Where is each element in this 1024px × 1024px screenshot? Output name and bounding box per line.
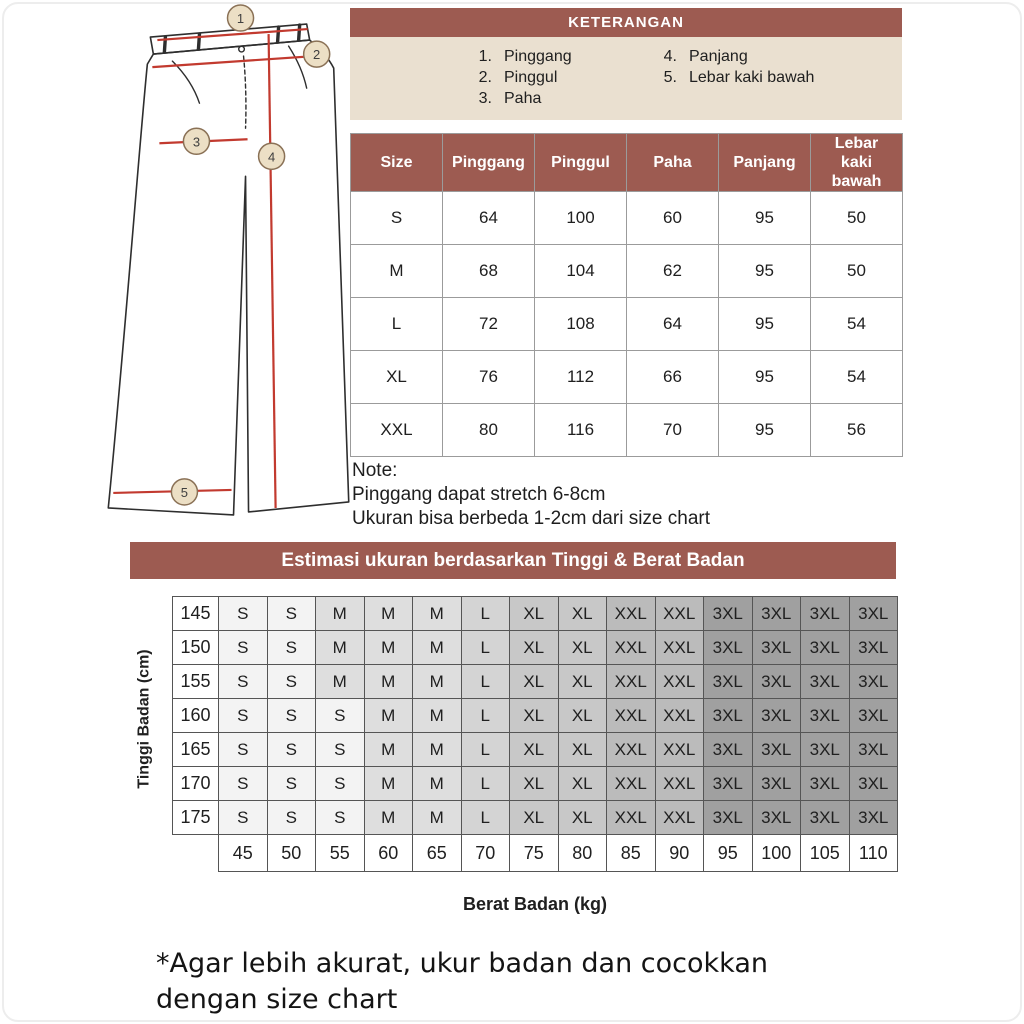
recommended-size-cell: XXL — [655, 767, 704, 801]
matrix-row — [173, 801, 898, 835]
height-label-cell: 170 — [173, 767, 219, 801]
height-label-cell: 165 — [173, 733, 219, 767]
recommended-size-cell: XL — [510, 767, 559, 801]
recommended-size-cell: 3XL — [704, 733, 753, 767]
x-axis-label: Berat Badan (kg) — [462, 894, 608, 914]
size-table-cell: 76 — [443, 351, 535, 404]
recommended-size-cell: XL — [510, 801, 559, 835]
size-table-cell: 112 — [535, 351, 627, 404]
estimation-matrix — [172, 596, 898, 872]
size-table-cell: 95 — [719, 404, 811, 457]
recommended-size-cell: L — [461, 733, 510, 767]
size-table-cell: 108 — [535, 298, 627, 351]
recommended-size-cell: 3XL — [704, 767, 753, 801]
marker-2 — [304, 41, 330, 67]
marker-number: 4 — [267, 149, 276, 165]
recommended-size-cell: 3XL — [801, 597, 850, 631]
marker-number: 2 — [313, 47, 321, 63]
recommended-size-cell: S — [219, 767, 268, 801]
recommended-size-cell: 3XL — [752, 699, 801, 733]
height-label-cell: 160 — [173, 699, 219, 733]
legend-item-label: Pinggang — [504, 48, 572, 65]
recommended-size-cell: S — [267, 631, 316, 665]
pants-outline — [108, 40, 348, 515]
recommended-size-cell: XL — [510, 631, 559, 665]
recommended-size-cell: S — [316, 767, 365, 801]
size-table-cell: L — [351, 298, 443, 351]
size-table-row — [351, 245, 903, 298]
recommended-size-cell: S — [267, 733, 316, 767]
size-table-cell: 68 — [443, 245, 535, 298]
recommended-size-cell: XXL — [655, 665, 704, 699]
size-table-cell: 50 — [811, 245, 903, 298]
weight-label-cell: 55 — [316, 835, 365, 872]
recommended-size-cell: S — [219, 631, 268, 665]
size-table-header-cell: Panjang — [719, 134, 811, 192]
weight-label-cell: 85 — [607, 835, 656, 872]
recommended-size-cell: M — [413, 597, 462, 631]
recommended-size-cell: XL — [510, 699, 559, 733]
size-table-cell: 50 — [811, 192, 903, 245]
size-table-cell: 95 — [719, 351, 811, 404]
note-line: Pinggang dapat stretch 6-8cm — [352, 484, 606, 505]
recommended-size-cell: XXL — [607, 665, 656, 699]
recommended-size-cell: 3XL — [849, 801, 898, 835]
size-table-cell: 56 — [811, 404, 903, 457]
legend-title: KETERANGAN — [350, 8, 902, 37]
footnote-line: *Agar lebih akurat, ukur badan dan cocokkan — [156, 948, 768, 979]
weight-label-cell: 80 — [558, 835, 607, 872]
recommended-size-cell: 3XL — [849, 699, 898, 733]
marker-3 — [183, 128, 209, 154]
size-table-cell: 104 — [535, 245, 627, 298]
height-label-cell: 150 — [173, 631, 219, 665]
recommended-size-cell: M — [413, 801, 462, 835]
recommended-size-cell: M — [413, 631, 462, 665]
legend-item-paha — [470, 89, 655, 108]
recommended-size-cell: 3XL — [849, 767, 898, 801]
recommended-size-cell: XL — [510, 733, 559, 767]
legend-item-number: 5. — [663, 69, 677, 86]
legend-item-label: Panjang — [689, 48, 748, 65]
recommended-size-cell: XXL — [607, 597, 656, 631]
recommended-size-cell: M — [364, 733, 413, 767]
legend-item-number: 1. — [478, 48, 492, 65]
size-table-header-cell: Paha — [627, 134, 719, 192]
recommended-size-cell: XXL — [607, 631, 656, 665]
footnote — [156, 946, 768, 1018]
recommended-size-cell: 3XL — [801, 733, 850, 767]
recommended-size-cell: XXL — [655, 631, 704, 665]
size-table-header-cell: Pinggul — [535, 134, 627, 192]
matrix-row — [173, 631, 898, 665]
size-table-cell: 95 — [719, 298, 811, 351]
recommended-size-cell: L — [461, 801, 510, 835]
height-label-cell: 155 — [173, 665, 219, 699]
recommended-size-cell: XL — [510, 597, 559, 631]
recommended-size-cell: XL — [558, 801, 607, 835]
recommended-size-cell: 3XL — [704, 665, 753, 699]
recommended-size-cell: XXL — [655, 733, 704, 767]
recommended-size-cell: 3XL — [801, 665, 850, 699]
recommended-size-cell: S — [219, 699, 268, 733]
recommended-size-cell: S — [219, 597, 268, 631]
size-table — [350, 133, 903, 457]
recommended-size-cell: M — [364, 597, 413, 631]
recommended-size-cell: XL — [558, 665, 607, 699]
height-label-cell: 175 — [173, 801, 219, 835]
recommended-size-cell: 3XL — [704, 597, 753, 631]
weight-label-cell: 110 — [849, 835, 898, 872]
weight-label-cell: 90 — [655, 835, 704, 872]
recommended-size-cell: 3XL — [752, 665, 801, 699]
size-table-cell: 116 — [535, 404, 627, 457]
recommended-size-cell: M — [316, 597, 365, 631]
legend-item-number: 4. — [663, 48, 677, 65]
recommended-size-cell: S — [267, 597, 316, 631]
recommended-size-cell: 3XL — [752, 801, 801, 835]
legend-item-panjang — [655, 47, 840, 66]
matrix-row — [173, 597, 898, 631]
recommended-size-cell: M — [364, 631, 413, 665]
recommended-size-cell: M — [413, 665, 462, 699]
recommended-size-cell: XXL — [655, 801, 704, 835]
note-title: Note: — [352, 460, 398, 481]
recommended-size-cell: M — [413, 767, 462, 801]
size-table-cell: 72 — [443, 298, 535, 351]
weight-label-cell: 105 — [801, 835, 850, 872]
y-axis-label-text: Tinggi Badan (cm) — [136, 649, 154, 789]
recommended-size-cell: 3XL — [801, 801, 850, 835]
weight-label-cell: 45 — [219, 835, 268, 872]
matrix-weights-row — [173, 835, 898, 872]
recommended-size-cell: XL — [558, 699, 607, 733]
weight-label-cell: 60 — [364, 835, 413, 872]
recommended-size-cell: 3XL — [752, 631, 801, 665]
size-table-cell: M — [351, 245, 443, 298]
recommended-size-cell: M — [364, 801, 413, 835]
marker-number: 5 — [180, 484, 189, 500]
recommended-size-cell: M — [413, 733, 462, 767]
size-table-header-cell: Size — [351, 134, 443, 192]
recommended-size-cell: 3XL — [801, 767, 850, 801]
marker-number: 3 — [192, 134, 201, 150]
size-table-cell: 66 — [627, 351, 719, 404]
recommended-size-cell: XXL — [607, 733, 656, 767]
y-axis-label — [131, 596, 159, 842]
size-table-header-cell: Pinggang — [443, 134, 535, 192]
recommended-size-cell: M — [364, 665, 413, 699]
legend-item-pinggang — [470, 47, 655, 66]
legend-item-number: 3. — [478, 90, 492, 107]
note-block — [352, 459, 710, 531]
recommended-size-cell: M — [364, 699, 413, 733]
legend-body — [350, 37, 902, 120]
recommended-size-cell: S — [219, 801, 268, 835]
recommended-size-cell: 3XL — [801, 699, 850, 733]
recommended-size-cell: 3XL — [704, 699, 753, 733]
recommended-size-cell: M — [316, 631, 365, 665]
recommended-size-cell: XL — [510, 665, 559, 699]
recommended-size-cell: M — [413, 699, 462, 733]
button — [239, 46, 245, 52]
fly-stitch — [244, 56, 246, 128]
size-table-cell: 70 — [627, 404, 719, 457]
recommended-size-cell: XXL — [607, 767, 656, 801]
size-table-cell: XXL — [351, 404, 443, 457]
legend-item-lebar-kaki-bawah — [655, 68, 840, 87]
weight-label-cell: 65 — [413, 835, 462, 872]
legend-column-left — [470, 47, 655, 108]
marker-1 — [228, 5, 254, 31]
matrix-row — [173, 733, 898, 767]
recommended-size-cell: S — [316, 699, 365, 733]
size-table-row — [351, 351, 903, 404]
legend-item-label: Paha — [504, 90, 542, 107]
legend-item-label: Pinggul — [504, 69, 558, 86]
weight-label-cell: 95 — [704, 835, 753, 872]
recommended-size-cell: 3XL — [849, 733, 898, 767]
size-table-row — [351, 298, 903, 351]
matrix-corner-cell — [173, 835, 219, 872]
recommended-size-cell: S — [267, 767, 316, 801]
size-table-header-row — [351, 134, 903, 192]
matrix-row — [173, 699, 898, 733]
measure-line-hip — [152, 55, 328, 67]
weight-label-cell: 70 — [461, 835, 510, 872]
size-table-cell: 60 — [627, 192, 719, 245]
size-table-header-cell: Lebar kaki bawah — [811, 134, 903, 192]
recommended-size-cell: S — [316, 801, 365, 835]
recommended-size-cell: L — [461, 767, 510, 801]
recommended-size-cell: XL — [558, 597, 607, 631]
recommended-size-cell: XL — [558, 631, 607, 665]
legend-column-right — [655, 47, 840, 108]
estimation-matrix-body — [173, 597, 898, 872]
weight-label-cell: 50 — [267, 835, 316, 872]
size-table-cell: S — [351, 192, 443, 245]
pocket-lines — [172, 46, 306, 103]
height-label-cell: 145 — [173, 597, 219, 631]
legend-item-number: 2. — [478, 69, 492, 86]
size-table-row — [351, 192, 903, 245]
recommended-size-cell: XL — [558, 767, 607, 801]
recommended-size-cell: L — [461, 665, 510, 699]
weight-label-cell: 75 — [510, 835, 559, 872]
measure-line-length — [269, 34, 276, 508]
pants-illustration — [95, 4, 351, 530]
recommended-size-cell: S — [219, 733, 268, 767]
size-table-body — [351, 192, 903, 457]
recommended-size-cell: M — [316, 665, 365, 699]
size-table-cell: 64 — [627, 298, 719, 351]
legend-item-label: Lebar kaki bawah — [689, 69, 815, 86]
weight-label-cell: 100 — [752, 835, 801, 872]
recommended-size-cell: S — [267, 801, 316, 835]
recommended-size-cell: 3XL — [704, 631, 753, 665]
recommended-size-cell: 3XL — [849, 631, 898, 665]
estimation-title: Estimasi ukuran berdasarkan Tinggi & Berat Badan — [130, 542, 896, 579]
recommended-size-cell: XXL — [607, 801, 656, 835]
size-table-cell: 62 — [627, 245, 719, 298]
recommended-size-cell: 3XL — [704, 801, 753, 835]
recommended-size-cell: XXL — [607, 699, 656, 733]
size-table-cell: XL — [351, 351, 443, 404]
recommended-size-cell: L — [461, 699, 510, 733]
size-table-cell: 80 — [443, 404, 535, 457]
recommended-size-cell: 3XL — [752, 767, 801, 801]
note-line: Ukuran bisa berbeda 1-2cm dari size chart — [352, 508, 711, 529]
size-table-cell: 64 — [443, 192, 535, 245]
recommended-size-cell: 3XL — [752, 733, 801, 767]
marker-4 — [259, 143, 285, 169]
recommended-size-cell: 3XL — [849, 597, 898, 631]
size-table-cell: 100 — [535, 192, 627, 245]
recommended-size-cell: 3XL — [849, 665, 898, 699]
size-table-head — [351, 134, 903, 192]
recommended-size-cell: XXL — [655, 597, 704, 631]
recommended-size-cell: L — [461, 631, 510, 665]
recommended-size-cell: S — [316, 733, 365, 767]
recommended-size-cell: 3XL — [801, 631, 850, 665]
recommended-size-cell: S — [219, 665, 268, 699]
recommended-size-cell: S — [267, 665, 316, 699]
recommended-size-cell: S — [267, 699, 316, 733]
pants-diagram — [95, 4, 351, 530]
legend-item-pinggul — [470, 68, 655, 87]
marker-5 — [171, 479, 197, 505]
size-table-cell: 95 — [719, 245, 811, 298]
matrix-row — [173, 767, 898, 801]
legend-box — [350, 8, 902, 120]
size-table-row — [351, 404, 903, 457]
size-table-cell: 95 — [719, 192, 811, 245]
recommended-size-cell: M — [364, 767, 413, 801]
size-table-cell: 54 — [811, 298, 903, 351]
marker-number: 1 — [236, 11, 245, 27]
matrix-row — [173, 665, 898, 699]
recommended-size-cell: XXL — [655, 699, 704, 733]
footnote-line: dengan size chart — [156, 984, 398, 1015]
recommended-size-cell: XL — [558, 733, 607, 767]
recommended-size-cell: L — [461, 597, 510, 631]
size-table-cell: 54 — [811, 351, 903, 404]
recommended-size-cell: 3XL — [752, 597, 801, 631]
